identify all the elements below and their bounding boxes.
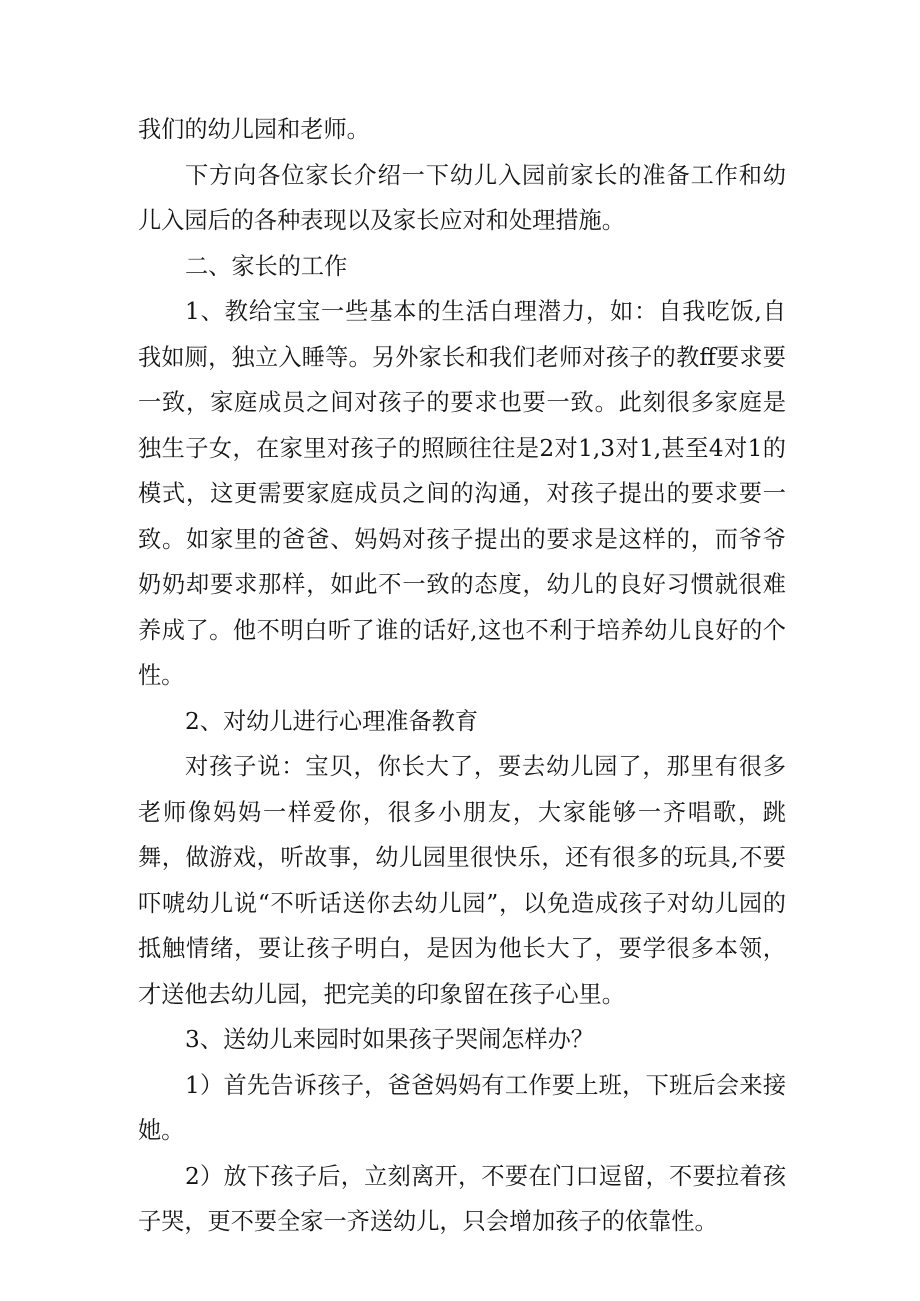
paragraph-item-2-body: 对孩子说：宝贝，你长大了，要去幼儿园了，那里有很多老师像妈妈一样爱你，很多小朋友，大家能够一齐唱歌，跳舞，做游戏，听故事，幼儿园里很快乐，还有很多的玩具,不要吓唬幼儿说“不听话送你去幼儿园”，以免造成孩子对幼儿园的抵触情绪，要让孩子明白，是因为他长大了，要学很多本领，才送他去幼儿园，把完美的印象留在孩子心里。 xyxy=(138,753,786,1008)
paragraph-1: 我们的幼儿园和老师。 xyxy=(138,116,370,143)
paragraph-2: 下方向各位家长介绍一下幼儿入园前家长的准备工作和幼儿入园后的各种表现以及家长应对和处理措施。 xyxy=(138,161,786,234)
paragraph-item-1: 1、教给宝宝一些基本的生活白理潜力，如：自我吃饭,自我如厕，独立入睡等。另外家长和我们老师对孩子的教ff要求要一致，家庭成员之间对孩子的要求也要一致。此刻很多家庭是独生子女，在家里对孩子的照顾往往是2对1,3对1,甚至4对1的模式，这更需要家庭成员之间的沟通，对孩子提出的要求要一致。如家里的爸爸、妈妈对孩子提出的要求是这样的，而爷爷奶奶却要求那样，如此不一致的态度，幼儿的良好习惯就很难养成了。他不明白听了谁的话好,这也不利于培养幼儿良好的个性。 xyxy=(138,298,786,689)
document-body xyxy=(138,107,786,1245)
paragraph-item-3-heading: 3、送幼儿来园时如果孩子哭闹怎样办？ xyxy=(185,1026,594,1053)
section-heading-parent-work: 二、家长的工作 xyxy=(185,252,348,280)
paragraph-item-2-heading: 2、对幼儿进行心理准备教育 xyxy=(185,707,479,735)
paragraph-item-3-sub-1: 1）首先告诉孩子，爸爸妈妈有工作要上班，下班后会来接她。 xyxy=(138,1071,786,1144)
paragraph-item-3-sub-2: 2）放下孩子后，立刻离开，不要在门口逗留，不要拉着孩子哭，更不要全家一齐送幼儿，只会增加孩子的依靠性。 xyxy=(138,1162,786,1235)
